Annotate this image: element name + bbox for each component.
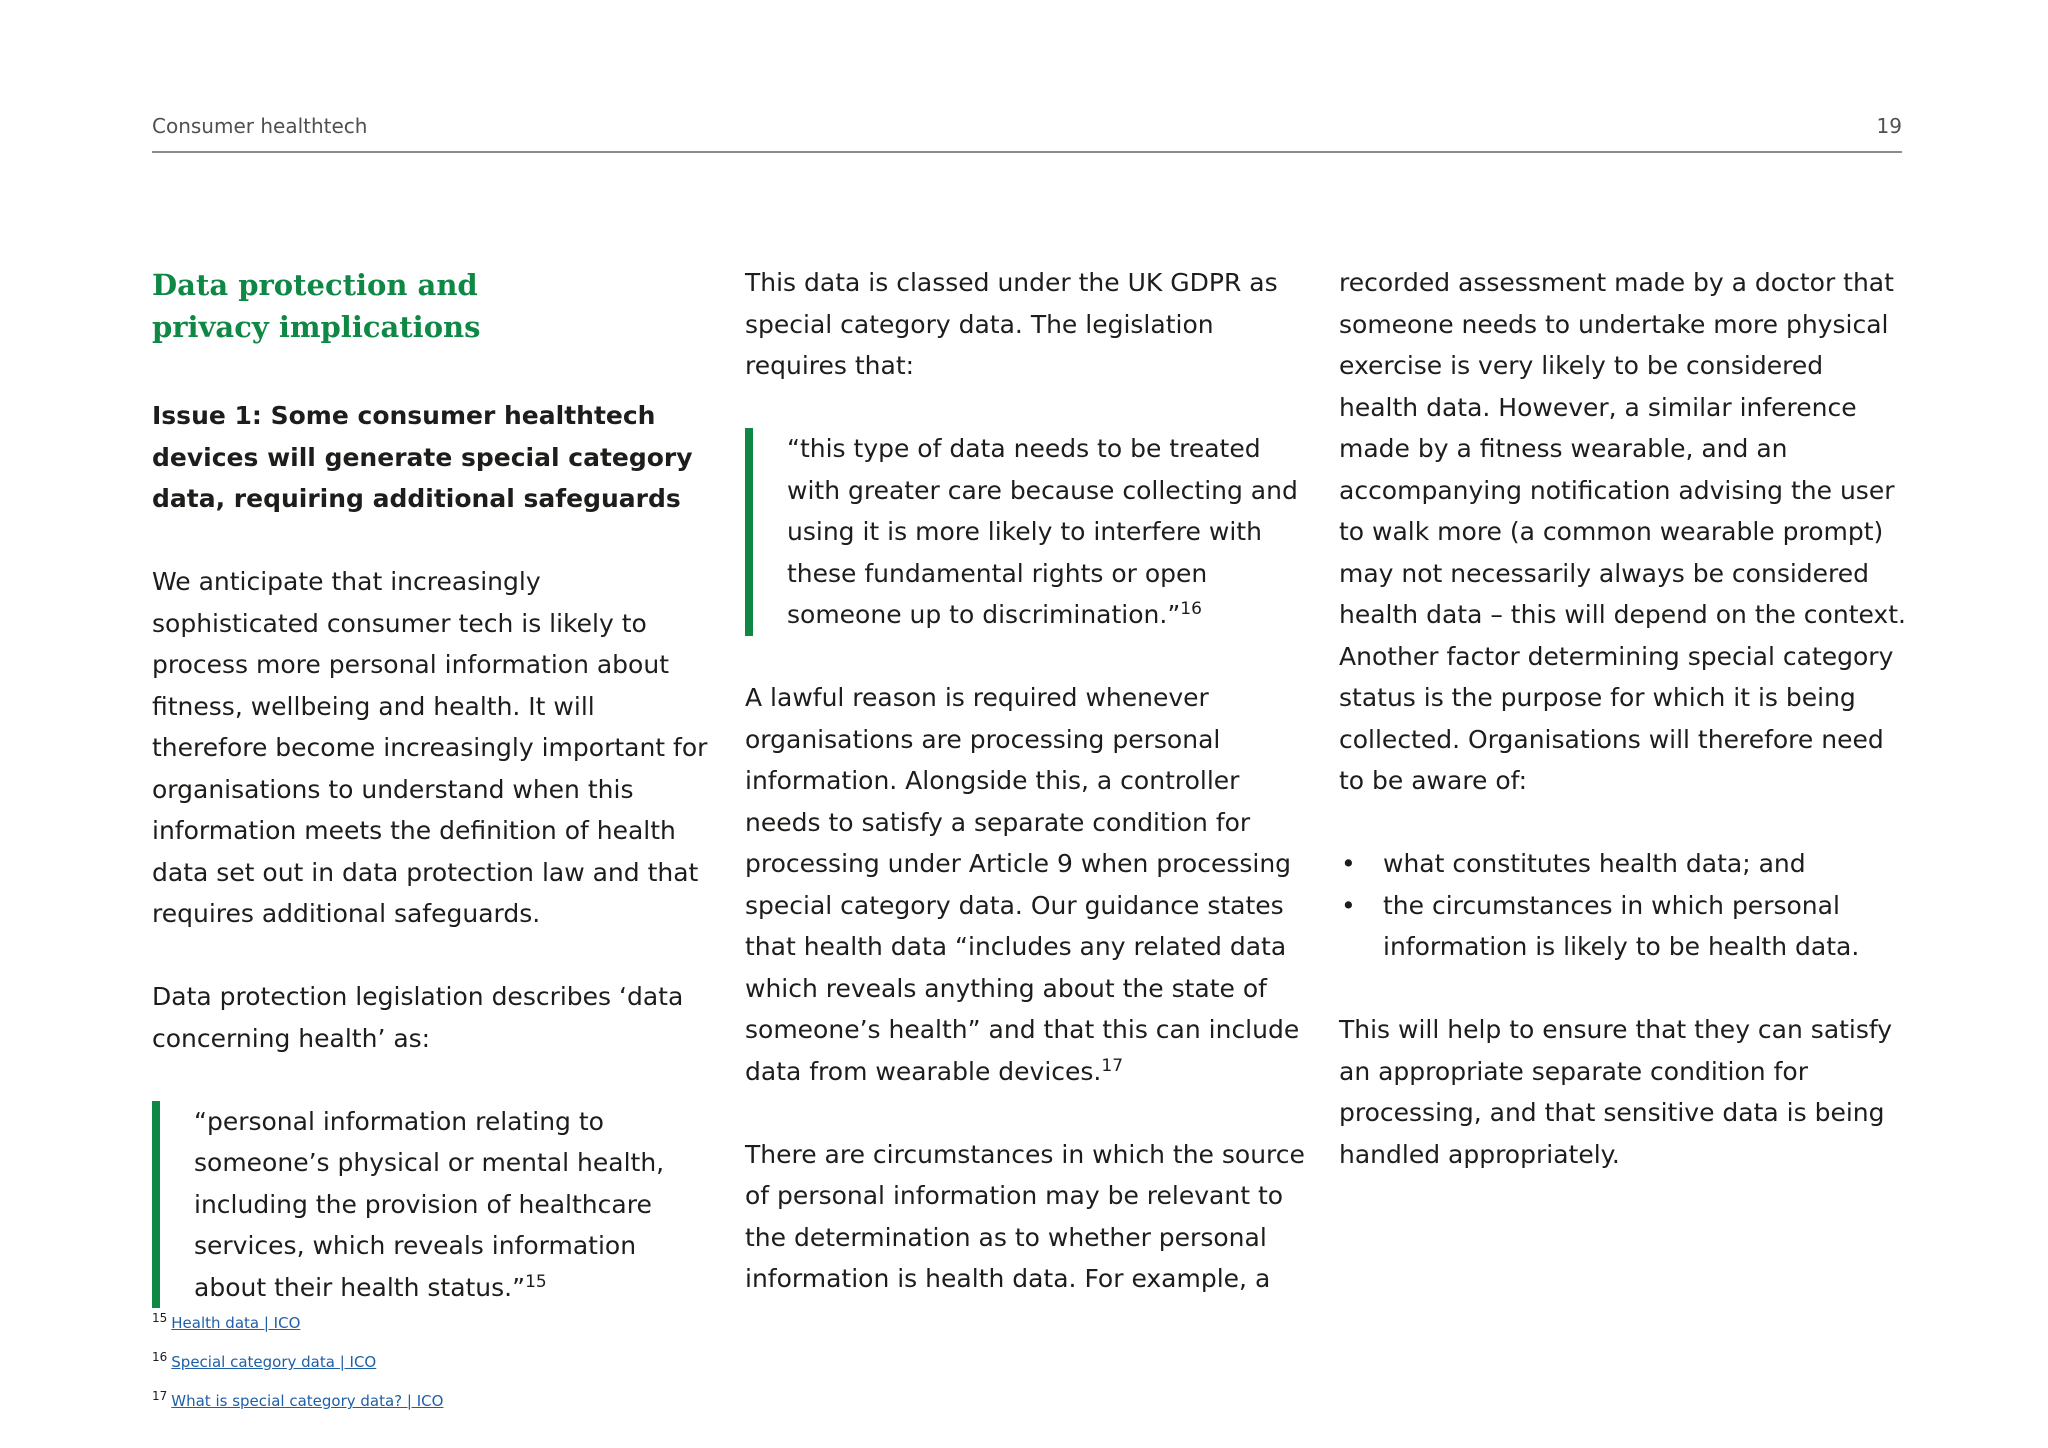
- footnote-number: 16: [152, 1350, 168, 1364]
- header-divider: [152, 151, 1902, 153]
- column-right: [1339, 262, 1909, 1175]
- footnote-link-what-is-special-category-data[interactable]: What is special category data? | ICO: [171, 1392, 444, 1410]
- paragraph-text: A lawful reason is required whenever organisations are processing personal information. Alongside this, a controller needs to satisfy a separate condition for processing under Article 9 when processing special category data. Our guidance states that health data “includes any related data which reveals anything about the state of someone’s health” and that this can include data from wearable devices.: [745, 683, 1300, 1086]
- list-item-text: what constitutes health data; and: [1383, 849, 1806, 878]
- page-number: 19: [1876, 114, 1902, 138]
- issue-heading: Issue 1: Some consumer healthtech devices will generate special category data, requiring additional safeguards: [152, 401, 693, 513]
- footnote-number: 15: [152, 1311, 168, 1325]
- paragraph: Data protection legislation describes ‘data concerning health’ as:: [152, 982, 684, 1053]
- paragraph: This will help to ensure that they can satisfy an appropriate separate condition for processing, and that sensitive data is being handled appropriately.: [1339, 1015, 1893, 1169]
- quote-text: “personal information relating to someone’s physical or mental health, including the provision of healthcare services, which reveals information about their health status.”: [194, 1106, 665, 1302]
- footnote-link-special-category-data[interactable]: Special category data | ICO: [171, 1353, 377, 1371]
- bullet-icon: •: [1341, 890, 1356, 920]
- section-heading: [152, 262, 712, 348]
- footnote-number: 17: [152, 1389, 168, 1403]
- list-item: [1339, 843, 1909, 885]
- footnote: [152, 1390, 443, 1429]
- footnotes: [152, 1312, 443, 1429]
- footnote: [152, 1351, 443, 1390]
- paragraph: recorded assessment made by a doctor that someone needs to undertake more physical exercise is very likely to be considered health data. However, a similar inference made by a fitness wearable, and an accompanying notification advising the user to walk more (a common wearable prompt) may not necessarily always be considered health data – this will depend on the context. Another factor determining special category status is the purpose for which it is being collected. Organisations will therefore need to be aware of:: [1339, 268, 1906, 795]
- list-item: [1339, 885, 1909, 968]
- footnote: [152, 1312, 443, 1351]
- paragraph: This data is classed under the UK GDPR as special category data. The legislation requires that:: [745, 268, 1278, 380]
- block-quote: [152, 1101, 712, 1309]
- bullet-icon: •: [1341, 849, 1356, 878]
- block-quote: [745, 428, 1315, 636]
- running-header-title: Consumer healthtech: [152, 114, 368, 138]
- quote-text: “this type of data needs to be treated with greater care because collecting and using it is more likely to interfere with these fundamental rights or open someone up to discrimination.”: [787, 434, 1298, 629]
- footnote-ref: 16: [1180, 599, 1202, 619]
- paragraph: There are circumstances in which the source of personal information may be relevant to the determination as to whether personal information is health data. For example, a: [745, 1139, 1305, 1293]
- bullet-list: [1339, 843, 1909, 968]
- section-heading-line2: privacy implications: [152, 309, 481, 344]
- footnote-link-health-data[interactable]: Health data | ICO: [171, 1314, 301, 1332]
- paragraph: [745, 677, 1315, 1092]
- paragraph: We anticipate that increasingly sophisticated consumer tech is likely to process more personal information about fitness, wellbeing and health. It will therefore become increasingly important for organisations to understand when this information meets the definition of health data set out in data protection law and that requires additional safeguards.: [152, 567, 708, 928]
- list-item-text: the circumstances in which personal information is likely to be health data.: [1383, 890, 1860, 961]
- column-middle: [745, 262, 1315, 1300]
- column-left: [152, 262, 712, 1308]
- footnote-ref: 17: [1101, 1055, 1124, 1076]
- footnote-ref: 15: [525, 1271, 547, 1292]
- section-heading-line1: Data protection and: [152, 268, 478, 302]
